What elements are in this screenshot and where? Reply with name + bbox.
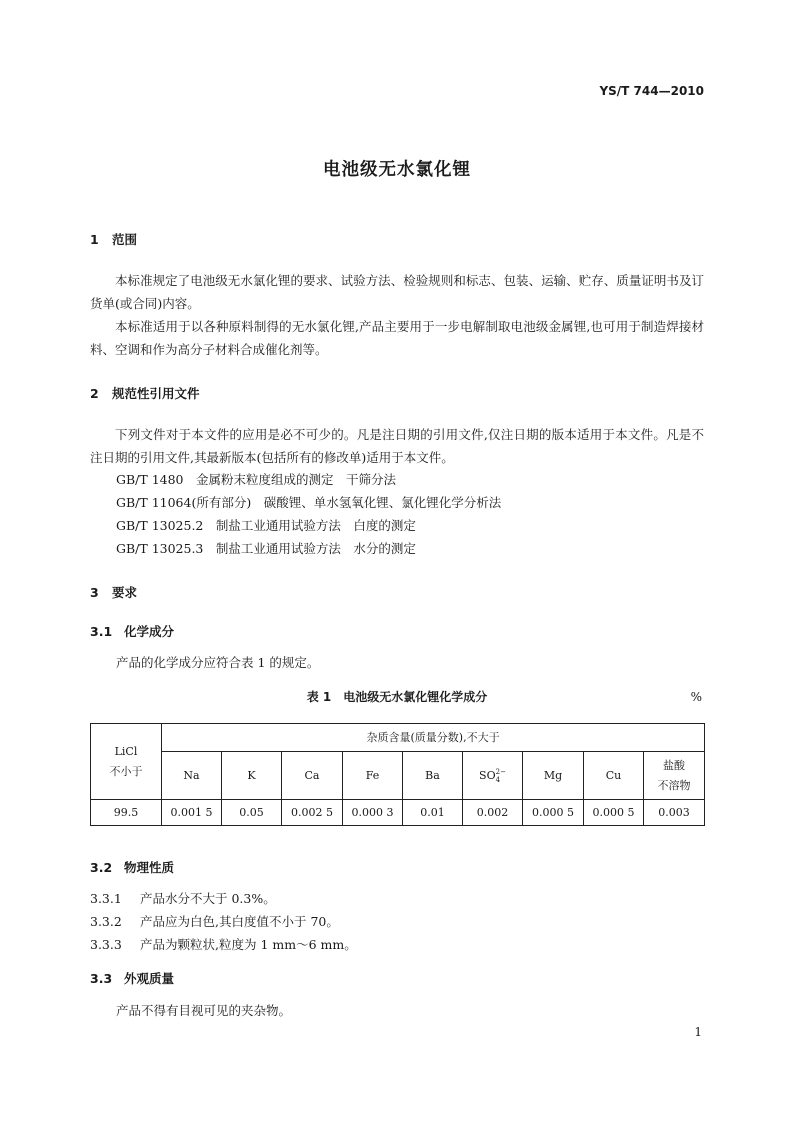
section-number: 3.3 (90, 971, 113, 986)
section-2-heading (90, 384, 200, 402)
table-cell: 0.002 5 (282, 800, 343, 826)
item-number: 3.3.3 (90, 937, 122, 952)
so4-charge: 2− (495, 767, 506, 776)
section-1-heading (90, 230, 137, 248)
table-cell: 99.5 (91, 800, 162, 826)
physical-item (90, 912, 339, 930)
column-header: Cu (584, 752, 644, 800)
section-title: 化学成分 (124, 624, 175, 639)
chemical-composition-table (90, 723, 705, 826)
column-header: Mg (523, 752, 584, 800)
insoluble-label-2: 不溶物 (657, 778, 691, 792)
section-3-1-heading (90, 622, 174, 640)
section-title: 要求 (112, 585, 138, 600)
table-cell: 0.000 3 (343, 800, 403, 826)
section-title: 规范性引用文件 (112, 386, 200, 401)
section-number: 3.1 (90, 624, 113, 639)
column-header: K (222, 752, 282, 800)
scope-paragraph-1: 本标准规定了电池级无水氯化锂的要求、试验方法、检验规则和标志、包装、运输、贮存、质量证明书及订货单(或合同)内容。 (90, 273, 704, 311)
section-number: 3.2 (90, 860, 113, 875)
column-header: Ba (403, 752, 463, 800)
column-header-insoluble (644, 752, 705, 800)
reference-item: GB/T 1480 金属粉末粒度组成的测定 干筛分法 (116, 472, 397, 487)
document-title: 电池级无水氯化锂 (323, 160, 471, 180)
page-number: 1 (694, 1025, 702, 1039)
reference-item: GB/T 13025.2 制盐工业通用试验方法 白度的测定 (116, 518, 416, 533)
column-header: Fe (343, 752, 403, 800)
table-cell: 0.05 (222, 800, 282, 826)
section-number: 3 (90, 585, 99, 600)
column-header: Ca (282, 752, 343, 800)
column-header: Na (162, 752, 222, 800)
impurity-group-header: 杂质含量(质量分数),不大于 (162, 724, 705, 752)
reference-item: GB/T 13025.3 制盐工业通用试验方法 水分的测定 (116, 541, 416, 556)
section-title: 外观质量 (124, 971, 175, 986)
table-caption: 表 1 电池级无水氯化锂化学成分 (306, 690, 488, 704)
chemical-composition-paragraph: 产品的化学成分应符合表 1 的规定。 (116, 655, 320, 670)
normative-refs-paragraph: 下列文件对于本文件的应用是必不可少的。凡是注日期的引用文件,仅注日期的版本适用于本文件。凡是不注日期的引用文件,其最新版本(包括所有的修改单)适用于本文件。 (90, 427, 704, 465)
physical-item (90, 935, 357, 953)
section-number: 1 (90, 232, 99, 247)
section-number: 2 (90, 386, 99, 401)
table-cell: 0.003 (644, 800, 705, 826)
section-title: 范围 (112, 232, 138, 247)
item-text: 产品水分不大于 0.3%。 (140, 891, 276, 906)
licl-header-cell (91, 724, 162, 800)
table-cell: 0.01 (403, 800, 463, 826)
section-3-heading (90, 583, 137, 601)
section-title: 物理性质 (124, 860, 175, 875)
insoluble-label-1: 盐酸 (663, 758, 686, 772)
scope-paragraph-2: 本标准适用于以各种原料制得的无水氯化锂,产品主要用于一步电解制取电池级金属锂,也可用于制造焊接材料、空调和作为高分子材料合成催化剂等。 (90, 319, 704, 357)
table-row (91, 800, 705, 826)
table-cell: 0.002 (463, 800, 523, 826)
licl-min-label: 不小于 (109, 764, 143, 778)
so4-base: SO (479, 768, 496, 782)
so4-subscript: 4 (495, 775, 501, 784)
section-3-3-heading (90, 969, 174, 987)
licl-label: LiCl (114, 744, 138, 758)
item-number: 3.3.1 (90, 891, 122, 906)
column-header-so4 (463, 752, 523, 800)
physical-item (90, 889, 276, 907)
standard-number: YS/T 744—2010 (599, 84, 704, 98)
item-number: 3.3.2 (90, 914, 122, 929)
table-cell: 0.001 5 (162, 800, 222, 826)
table-cell: 0.000 5 (584, 800, 644, 826)
item-text: 产品为颗粒状,粒度为 1 mm～6 mm。 (140, 937, 357, 952)
table-unit: % (690, 690, 702, 704)
item-text: 产品应为白色,其白度值不小于 70。 (140, 914, 339, 929)
appearance-paragraph: 产品不得有目视可见的夹杂物。 (116, 1003, 292, 1018)
table-cell: 0.000 5 (523, 800, 584, 826)
reference-item: GB/T 11064(所有部分) 碳酸锂、单水氢氧化锂、氯化锂化学分析法 (116, 495, 502, 510)
section-3-2-heading (90, 858, 174, 876)
